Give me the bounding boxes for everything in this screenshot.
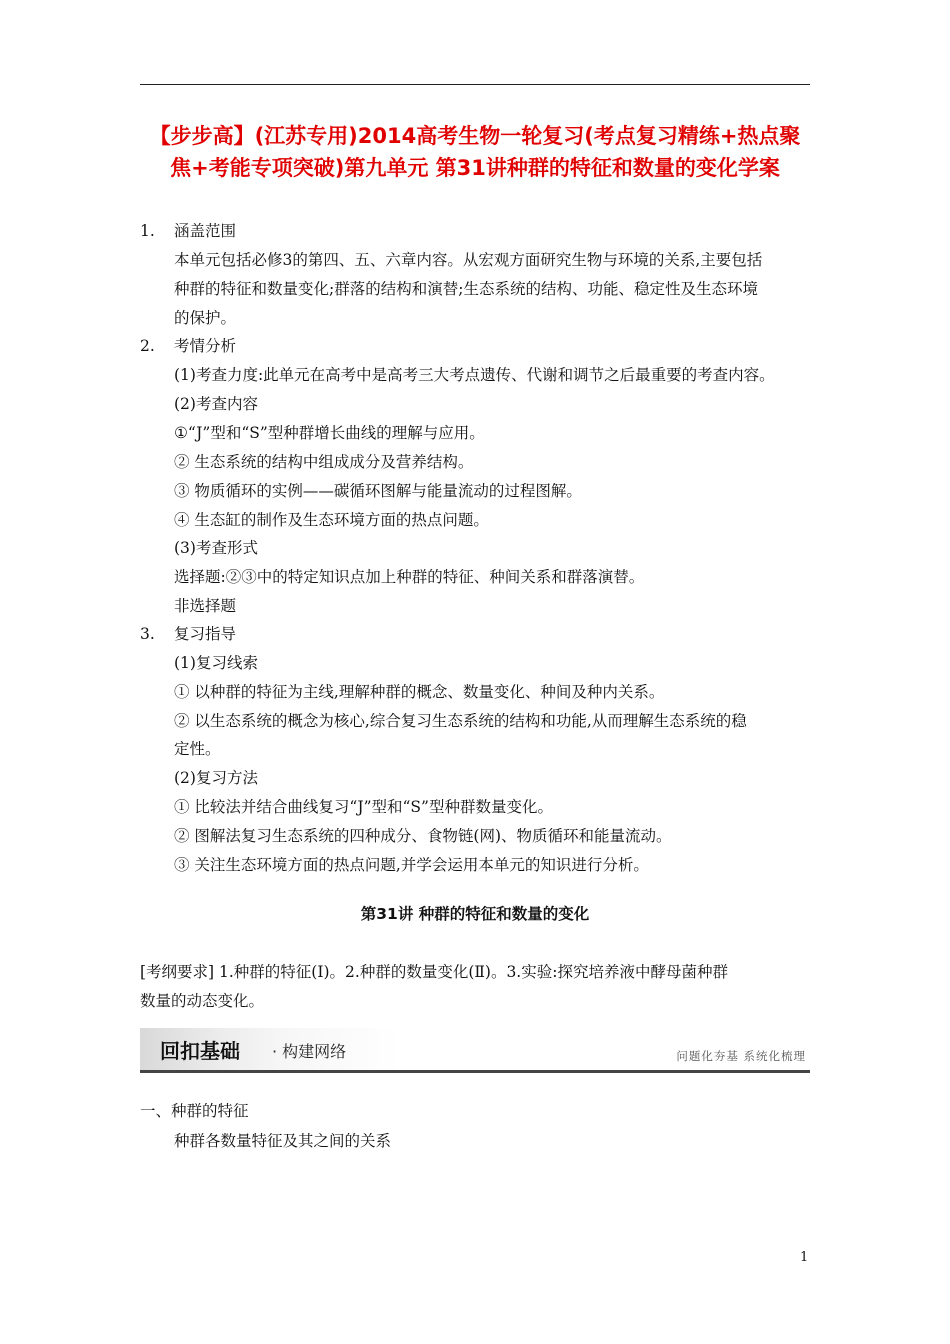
title-line-1: 【步步高】(江苏专用)2014高考生物一轮复习(考点复习精练+热点聚 [149,124,801,148]
exam-requirements-cont: 数量的动态变化。 [140,992,265,1010]
section-3-heading [140,624,236,644]
section-2-item: ①“J”型和“S”型种群增长曲线的理解与应用。 [174,424,485,442]
section-3-item: (2)复习方法 [174,769,258,787]
section-1-heading [140,221,236,241]
lecture-title: 第31讲 种群的特征和数量的变化 [360,905,590,923]
top-rule [140,84,810,85]
section-2-title: 考情分析 [174,337,237,355]
section-1-para-line: 本单元包括必修3的第四、五、六章内容。从宏观方面研究生物与环境的关系,主要包括 [174,251,763,269]
section-3-number: 3. [140,625,155,643]
section-3-item: ② 图解法复习生态系统的四种成分、食物链(网)、物质循环和能量流动。 [174,827,672,845]
section-1-number: 1. [140,222,155,240]
section-3-item: ① 以种群的特征为主线,理解种群的概念、数量变化、种间及种内关系。 [174,683,665,701]
part-1-subheading: 种群各数量特征及其之间的关系 [174,1132,392,1150]
page-number: 1 [800,1250,809,1265]
title-line-2: 焦+考能专项突破)第九单元 第31讲种群的特征和数量的变化学案 [170,156,780,180]
section-2-item: (1)考查力度:此单元在高考中是高考三大考点遗传、代谢和调节之后最重要的考查内容。 [174,366,775,384]
banner-sub-text: · 构建网络 [272,1042,347,1061]
section-2-item: ④ 生态缸的制作及生态环境方面的热点问题。 [174,511,489,529]
section-3-item: ② 以生态系统的概念为核心,综合复习生态系统的结构和功能,从而理解生态系统的稳 [174,712,747,730]
section-2-number: 2. [140,337,155,355]
section-2-item: ③ 物质循环的实例——碳循环图解与能量流动的过程图解。 [174,482,582,500]
section-2-item: 选择题:②③中的特定知识点加上种群的特征、种间关系和群落演替。 [174,568,645,586]
document-title [140,120,810,184]
section-2-item: 非选择题 [174,597,237,615]
section-1-para-line: 种群的特征和数量变化;群落的结构和演替;生态系统的结构、功能、稳定性及生态环境 [174,280,758,298]
section-3-item: ① 比较法并结合曲线复习“J”型和“S”型种群数量变化。 [174,798,553,816]
section-1-para-line: 的保护。 [174,309,237,327]
section-2-item: (2)考查内容 [174,395,258,413]
section-banner [140,1028,810,1073]
part-1-heading: 一、种群的特征 [140,1102,249,1120]
banner-main-text: 回扣基础 [160,1039,240,1063]
section-3-title: 复习指导 [174,625,237,643]
section-1-title: 涵盖范围 [174,222,237,240]
section-3-item: 定性。 [174,740,221,758]
exam-requirements: [考纲要求] 1.种群的特征(Ⅰ)。2.种群的数量变化(Ⅱ)。3.实验:探究培养液中酵母菌种群 [140,963,728,981]
section-2-heading [140,336,236,356]
section-3-item: (1)复习线索 [174,654,258,672]
section-3-item: ③ 关注生态环境方面的热点问题,并学会运用本单元的知识进行分析。 [174,856,649,874]
section-2-item: (3)考查形式 [174,539,258,557]
section-2-item: ② 生态系统的结构中组成成分及营养结构。 [174,453,474,471]
banner-right-text: 问题化夯基 系统化梳理 [676,1049,806,1063]
